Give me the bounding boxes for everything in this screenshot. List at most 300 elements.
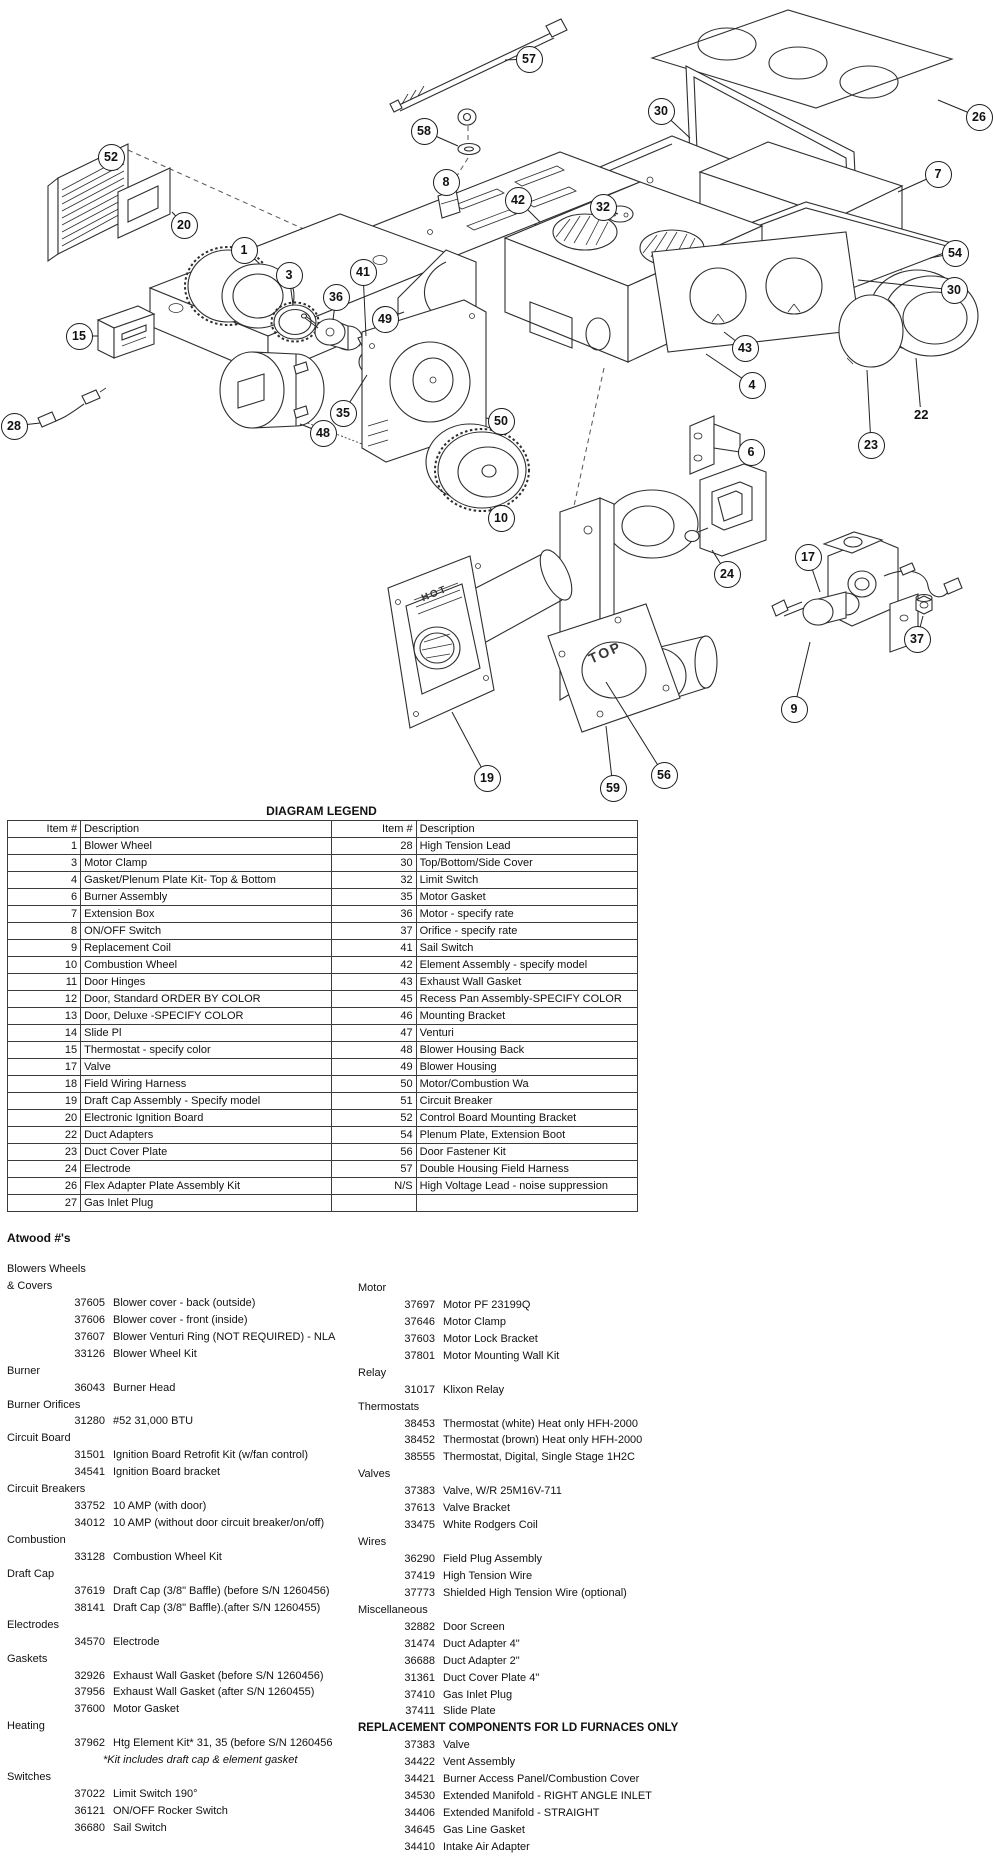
legend-description: Blower Wheel: [81, 838, 331, 855]
parts-item: [7, 1803, 407, 1820]
legend-item-number: 10: [8, 957, 81, 974]
callout-56: 56: [651, 762, 678, 789]
legend-description: Motor/Combustion Wa: [416, 1076, 637, 1093]
legend-description: Top/Bottom/Side Cover: [416, 855, 637, 872]
legend-item-number: 6: [8, 889, 81, 906]
exploded-diagram: [0, 0, 993, 812]
part-description: Exhaust Wall Gasket (after S/N 1260455): [113, 1686, 315, 1699]
part-description: Duct Adapter 2": [443, 1654, 520, 1667]
legend-item-number: 52: [331, 1110, 416, 1127]
parts-item: [7, 1583, 407, 1600]
part-description: Extended Manifold - RIGHT ANGLE INLET: [443, 1790, 652, 1803]
parts-item: [358, 1687, 990, 1704]
parts-item: [358, 1585, 990, 1602]
part-number: 32882: [404, 1620, 435, 1633]
callout-36: 36: [323, 284, 350, 311]
part-number: 37383: [404, 1739, 435, 1752]
parts-item: [358, 1805, 990, 1822]
legend-header: Description: [81, 821, 331, 838]
part-number: 34541: [74, 1466, 105, 1479]
parts-item: [358, 1653, 990, 1670]
legend-description: High Voltage Lead - noise suppression: [416, 1178, 637, 1195]
parts-category: Switches: [7, 1771, 52, 1784]
legend-item-number: 48: [331, 1042, 416, 1059]
part-description: Gas Inlet Plug: [443, 1688, 513, 1701]
parts-item: [7, 1515, 407, 1532]
parts-item: [358, 1754, 990, 1771]
legend-row: [8, 1195, 638, 1212]
legend-item-number: 1: [8, 838, 81, 855]
part-description: Klixon Relay: [443, 1383, 505, 1396]
part-number: 37022: [74, 1788, 105, 1801]
legend-row: [8, 1127, 638, 1144]
part-number: 38452: [404, 1434, 435, 1447]
legend-item-number: 49: [331, 1059, 416, 1076]
legend-item-number: 42: [331, 957, 416, 974]
legend-description: Replacement Coil: [81, 940, 331, 957]
legend-row: [8, 940, 638, 957]
legend-description: Draft Cap Assembly - Specify model: [81, 1093, 331, 1110]
parts-item: [358, 1297, 990, 1314]
callout-15: 15: [66, 323, 93, 350]
parts-category: Miscellaneous: [358, 1603, 428, 1616]
part-number: 38555: [404, 1451, 435, 1464]
legend-row: [8, 1059, 638, 1076]
parts-item: [358, 1839, 990, 1856]
parts-item: [358, 1636, 990, 1653]
part-description: Motor Clamp: [443, 1315, 506, 1328]
parts-item: [7, 1634, 407, 1651]
legend-description: ON/OFF Switch: [81, 923, 331, 940]
legend-description: Venturi: [416, 1025, 637, 1042]
legend-item-number: 30: [331, 855, 416, 872]
legend-item-number: N/S: [331, 1178, 416, 1195]
part-description: #52 31,000 BTU: [113, 1415, 194, 1428]
legend-row: [8, 1025, 638, 1042]
part-number: 37801: [404, 1349, 435, 1362]
parts-category: & Covers: [7, 1279, 53, 1292]
legend-item-number: [331, 1195, 416, 1212]
legend-description: Door Fastener Kit: [416, 1144, 637, 1161]
parts-item: [358, 1416, 990, 1433]
parts-category: Combustion: [7, 1534, 66, 1546]
legend-description: Valve: [81, 1059, 331, 1076]
callout-24: 24: [714, 561, 741, 588]
part-description: Draft Cap (3/8" Baffle).(after S/N 1260455): [113, 1601, 321, 1614]
callout-32: 32: [590, 194, 617, 221]
legend-description: Combustion Wheel: [81, 957, 331, 974]
part-number: 34421: [404, 1773, 435, 1786]
legend-item-number: 37: [331, 923, 416, 940]
part-number: 37600: [74, 1703, 105, 1716]
legend-description: Recess Pan Assembly-SPECIFY COLOR: [416, 991, 637, 1008]
legend-item-number: 41: [331, 940, 416, 957]
callout-22: 22: [914, 407, 929, 422]
legend-description: High Tension Lead: [416, 838, 637, 855]
part-number: 37956: [74, 1686, 105, 1699]
parts-item: [7, 1295, 407, 1312]
callout-35: 35: [330, 400, 357, 427]
legend-item-number: 3: [8, 855, 81, 872]
part-number: 33752: [74, 1500, 105, 1513]
legend-item-number: 45: [331, 991, 416, 1008]
legend-row: [8, 889, 638, 906]
part-number: 34530: [404, 1790, 435, 1803]
legend-item-number: 35: [331, 889, 416, 906]
parts-item: [7, 1447, 407, 1464]
legend-row: [8, 1093, 638, 1110]
callout-3: 3: [276, 262, 303, 289]
callout-54: 54: [942, 240, 969, 267]
legend-description: Exhaust Wall Gasket: [416, 974, 637, 991]
parts-item: [7, 1735, 407, 1752]
part-number: 37410: [404, 1688, 435, 1701]
parts-item: [358, 1551, 990, 1568]
legend-item-number: 18: [8, 1076, 81, 1093]
part-description: Duct Adapter 4": [443, 1637, 520, 1650]
parts-category: Electrodes: [7, 1618, 59, 1631]
part-description: High Tension Wire: [443, 1569, 533, 1582]
part-description: Door Screen: [443, 1620, 505, 1633]
legend-description: Door, Deluxe -SPECIFY COLOR: [81, 1008, 331, 1025]
legend-description: Blower Housing Back: [416, 1042, 637, 1059]
legend-item-number: 22: [8, 1127, 81, 1144]
part-description: Exhaust Wall Gasket (before S/N 1260456): [113, 1669, 324, 1682]
part-number: 36680: [74, 1821, 105, 1834]
part-description: Slide Plate: [443, 1705, 496, 1718]
parts-item: [7, 1549, 407, 1566]
legend-description: Plenum Plate, Extension Boot: [416, 1127, 637, 1144]
part-number: 32926: [74, 1669, 105, 1682]
part-number: 31474: [404, 1637, 435, 1650]
callout-layer: [0, 0, 993, 812]
part-description: Electrode: [113, 1635, 160, 1648]
part-number: 31017: [404, 1383, 435, 1396]
parts-category: Circuit Board: [7, 1432, 71, 1445]
parts-category: Circuit Breakers: [7, 1483, 86, 1496]
part-number: 37419: [404, 1569, 435, 1582]
legend-row: [8, 974, 638, 991]
part-number: 37603: [404, 1332, 435, 1345]
part-description: Motor PF 23199Q: [443, 1298, 531, 1311]
part-description: Duct Cover Plate 4": [443, 1671, 540, 1684]
part-description: Intake Air Adapter: [443, 1840, 530, 1853]
parts-item: [358, 1703, 990, 1720]
legend-row: [8, 991, 638, 1008]
callout-23: 23: [858, 432, 885, 459]
legend-item-number: 17: [8, 1059, 81, 1076]
legend-item-number: 43: [331, 974, 416, 991]
part-text-hot: HOT: [420, 583, 450, 605]
callout-43: 43: [732, 335, 759, 362]
legend-description: Electrode: [81, 1161, 331, 1178]
legend-item-number: 19: [8, 1093, 81, 1110]
legend-item-number: 28: [331, 838, 416, 855]
parts-item: [7, 1413, 407, 1430]
part-number: 37411: [405, 1705, 435, 1718]
legend-item-number: 9: [8, 940, 81, 957]
part-number: 37619: [74, 1584, 105, 1597]
parts-category: Valves: [358, 1468, 391, 1481]
legend-item-number: 32: [331, 872, 416, 889]
parts-category: Blowers Wheels: [7, 1263, 86, 1275]
legend-item-number: 13: [8, 1008, 81, 1025]
legend-item-number: 26: [8, 1178, 81, 1195]
callout-6: 6: [738, 439, 765, 466]
legend-item-number: 14: [8, 1025, 81, 1042]
parts-item: [7, 1346, 407, 1363]
legend-description: Gasket/Plenum Plate Kit- Top & Bottom: [81, 872, 331, 889]
callout-7: 7: [925, 161, 952, 188]
parts-item: [7, 1312, 407, 1329]
callout-52: 52: [98, 144, 125, 171]
legend-row: [8, 1110, 638, 1127]
legend-title: DIAGRAM LEGEND: [266, 804, 377, 818]
parts-item: [358, 1619, 990, 1636]
legend-item-number: 7: [8, 906, 81, 923]
legend-item-number: 50: [331, 1076, 416, 1093]
legend-description: Motor - specify rate: [416, 906, 637, 923]
part-number: 37697: [404, 1298, 435, 1311]
parts-column-left: [7, 1261, 407, 1837]
parts-item: [358, 1483, 990, 1500]
parts-item: [7, 1464, 407, 1481]
legend-item-number: 11: [8, 974, 81, 991]
part-number: 34645: [404, 1824, 435, 1836]
part-description: Vent Assembly: [443, 1756, 516, 1769]
part-number: 37773: [404, 1586, 435, 1599]
parts-item: [358, 1771, 990, 1788]
parts-item: [7, 1600, 407, 1617]
legend-item-number: 47: [331, 1025, 416, 1042]
part-description: Blower Wheel Kit: [113, 1347, 197, 1360]
legend-description: Extension Box: [81, 906, 331, 923]
parts-item: [358, 1788, 990, 1805]
parts-item: [7, 1701, 407, 1718]
legend-item-number: 36: [331, 906, 416, 923]
part-description: Sail Switch: [113, 1821, 167, 1834]
legend-description: Double Housing Field Harness: [416, 1161, 637, 1178]
parts-item: [7, 1786, 407, 1803]
part-description: Gas Line Gasket: [443, 1824, 525, 1836]
legend-description: Motor Gasket: [416, 889, 637, 906]
parts-item: [7, 1329, 407, 1346]
legend-description: Flex Adapter Plate Assembly Kit: [81, 1178, 331, 1195]
callout-19: 19: [474, 765, 501, 792]
part-description: White Rodgers Coil: [443, 1519, 538, 1532]
legend-item-number: 56: [331, 1144, 416, 1161]
parts-item: [358, 1314, 990, 1331]
parts-item: [358, 1382, 990, 1399]
parts-item: [358, 1568, 990, 1585]
legend-header: Description: [416, 821, 637, 838]
part-description: 10 AMP (without door circuit breaker/on/off): [113, 1517, 325, 1530]
callout-30: 30: [941, 277, 968, 304]
part-number: 33475: [404, 1519, 435, 1532]
part-number: 37962: [74, 1737, 105, 1750]
legend-row: [8, 855, 638, 872]
part-description: Combustion Wheel Kit: [113, 1550, 222, 1563]
callout-50: 50: [488, 408, 515, 435]
callout-20: 20: [171, 212, 198, 239]
callout-26: 26: [966, 104, 993, 131]
part-description: Blower cover - back (outside): [113, 1296, 256, 1309]
part-number: 34406: [404, 1807, 435, 1820]
parts-item: [358, 1449, 990, 1466]
part-number: 37607: [74, 1330, 105, 1343]
legend-description: Thermostat - specify color: [81, 1042, 331, 1059]
part-description: Valve: [443, 1739, 470, 1752]
legend-description: Circuit Breaker: [416, 1093, 637, 1110]
legend-item-number: 27: [8, 1195, 81, 1212]
part-description: Ignition Board bracket: [113, 1466, 221, 1479]
part-description: Blower cover - front (inside): [113, 1313, 248, 1326]
parts-note: *Kit includes draft cap & element gasket: [103, 1754, 298, 1767]
callout-9: 9: [781, 696, 808, 723]
callout-17: 17: [795, 544, 822, 571]
part-number: 31501: [74, 1449, 105, 1462]
parts-item: [7, 1668, 407, 1685]
legend-description: Slide Pl: [81, 1025, 331, 1042]
legend-description: Mounting Bracket: [416, 1008, 637, 1025]
legend-description: Duct Adapters: [81, 1127, 331, 1144]
parts-category: Draft Cap: [7, 1567, 55, 1580]
callout-8: 8: [433, 169, 460, 196]
callout-57: 57: [516, 46, 543, 73]
callout-42: 42: [505, 187, 532, 214]
callout-4: 4: [739, 372, 766, 399]
legend-row: [8, 838, 638, 855]
part-description: Burner Head: [113, 1381, 176, 1394]
callout-41: 41: [350, 259, 377, 286]
legend-row: [8, 923, 638, 940]
part-number: 38141: [74, 1601, 105, 1614]
legend-row: [8, 1042, 638, 1059]
legend-item-number: 23: [8, 1144, 81, 1161]
legend-row: [8, 872, 638, 889]
part-text-top: TOP: [586, 637, 625, 667]
parts-column-right: [358, 1280, 990, 1856]
parts-item: [7, 1498, 407, 1515]
parts-item: [358, 1500, 990, 1517]
legend-item-number: 12: [8, 991, 81, 1008]
legend-description: [416, 1195, 637, 1212]
parts-category: Thermostats: [358, 1400, 420, 1413]
part-description: Extended Manifold - STRAIGHT: [443, 1807, 600, 1820]
atwood-numbers-heading: Atwood #'s: [7, 1231, 71, 1245]
legend-header-row: [8, 821, 638, 838]
part-number: 38453: [404, 1417, 435, 1430]
callout-10: 10: [488, 505, 515, 532]
part-description: Blower Venturi Ring (NOT REQUIRED) - NLA: [113, 1330, 336, 1343]
part-number: 37646: [404, 1315, 435, 1328]
parts-category: Heating: [7, 1720, 45, 1733]
parts-item: [358, 1670, 990, 1687]
legend-description: Motor Clamp: [81, 855, 331, 872]
part-number: 33128: [74, 1550, 105, 1563]
legend-row: [8, 957, 638, 974]
part-number: 34570: [74, 1635, 105, 1648]
part-description: Field Plug Assembly: [443, 1553, 543, 1565]
legend-description: Element Assembly - specify model: [416, 957, 637, 974]
parts-item: [358, 1331, 990, 1348]
legend-description: Gas Inlet Plug: [81, 1195, 331, 1212]
part-description: Burner Access Panel/Combustion Cover: [443, 1773, 640, 1786]
part-description: ON/OFF Rocker Switch: [113, 1805, 228, 1817]
parts-category: Burner: [7, 1364, 41, 1377]
part-description: Htg Element Kit* 31, 35 (before S/N 1260456: [113, 1737, 333, 1750]
parts-item: [358, 1348, 990, 1365]
part-number: 34012: [74, 1517, 105, 1530]
legend-item-number: 15: [8, 1042, 81, 1059]
callout-1: 1: [231, 237, 258, 264]
legend-description: Electronic Ignition Board: [81, 1110, 331, 1127]
parts-item: [358, 1432, 990, 1449]
callout-59: 59: [600, 775, 627, 802]
parts-item: [358, 1737, 990, 1754]
legend-header: Item #: [331, 821, 416, 838]
part-description: Valve, W/R 25M16V-711: [443, 1485, 562, 1498]
part-description: Shielded High Tension Wire (optional): [443, 1586, 627, 1599]
legend-description: Orifice - specify rate: [416, 923, 637, 940]
part-description: Thermostat, Digital, Single Stage 1H2C: [443, 1451, 635, 1464]
part-description: Motor Gasket: [113, 1703, 180, 1716]
legend-description: Blower Housing: [416, 1059, 637, 1076]
part-number: 36688: [404, 1654, 435, 1667]
legend-item-number: 57: [331, 1161, 416, 1178]
legend-description: Sail Switch: [416, 940, 637, 957]
part-number: 37383: [404, 1485, 435, 1498]
parts-category: Motor: [358, 1282, 387, 1294]
parts-category: Gaskets: [7, 1652, 48, 1665]
parts-item: [358, 1517, 990, 1534]
legend-item-number: 46: [331, 1008, 416, 1025]
legend-table: [7, 820, 638, 1212]
legend-row: [8, 1076, 638, 1093]
part-description: Ignition Board Retrofit Kit (w/fan control): [113, 1449, 309, 1462]
parts-item: [7, 1380, 407, 1397]
part-description: 10 AMP (with door): [113, 1500, 207, 1513]
part-description: Motor Lock Bracket: [443, 1332, 538, 1345]
part-description: Valve Bracket: [443, 1502, 511, 1515]
legend-item-number: 8: [8, 923, 81, 940]
legend-description: Door Hinges: [81, 974, 331, 991]
legend-header: Item #: [8, 821, 81, 838]
part-description: Draft Cap (3/8" Baffle) (before S/N 1260456): [113, 1584, 330, 1597]
legend-description: Door, Standard ORDER BY COLOR: [81, 991, 331, 1008]
parts-category: Burner Orifices: [7, 1398, 81, 1411]
callout-30: 30: [648, 98, 675, 125]
part-number: 31280: [74, 1415, 105, 1428]
parts-category: Relay: [358, 1366, 387, 1379]
callout-48: 48: [310, 420, 337, 447]
legend-item-number: 4: [8, 872, 81, 889]
legend-row: [8, 906, 638, 923]
part-number: 31361: [404, 1671, 435, 1684]
part-number: 36290: [404, 1553, 435, 1565]
callout-49: 49: [372, 306, 399, 333]
legend-row: [8, 1008, 638, 1025]
legend-item-number: 20: [8, 1110, 81, 1127]
legend-item-number: 51: [331, 1093, 416, 1110]
parts-section-heading: REPLACEMENT COMPONENTS FOR LD FURNACES ONLY: [358, 1722, 679, 1735]
callout-58: 58: [411, 118, 438, 145]
part-number: 37605: [74, 1296, 105, 1309]
legend-description: Field Wiring Harness: [81, 1076, 331, 1093]
legend-item-number: 54: [331, 1127, 416, 1144]
part-description: Limit Switch 190°: [113, 1788, 198, 1801]
part-number: 33126: [74, 1347, 105, 1360]
